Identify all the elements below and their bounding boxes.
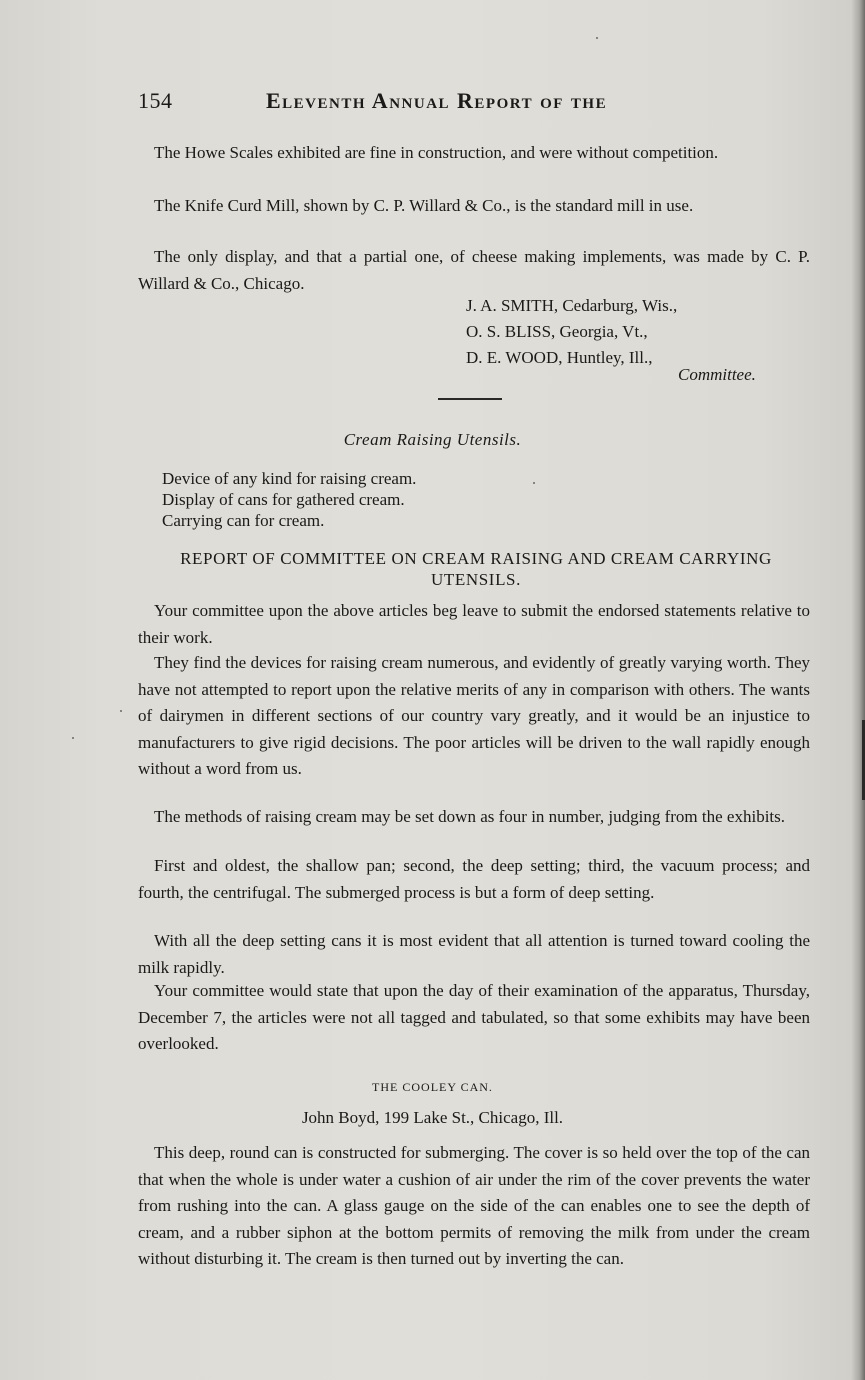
- page-number: 154: [138, 88, 173, 113]
- report-paragraph: First and oldest, the shallow pan; second, the deep setting; third, the vacuum process; and fourth, the centrifugal. The submerged process is but a form of deep setting.: [138, 856, 810, 902]
- report-heading: REPORT OF COMMITTEE ON CREAM RAISING AND CREAM CARRYING UTENSILS.: [180, 549, 772, 589]
- cooley-can-address: John Boyd, 199 Lake St., Chicago, Ill.: [301, 1108, 564, 1127]
- report-paragraph: They find the devices for raising cream numerous, and evidently of greatly varying worth. They have not attempted to report upon the relative merits of any in comparison with others. The wants of dairymen in different sections of our country vary greatly, and it would be an injustice to manufacturers to give rigid decisions. The poor articles will be driven to the wall rapidly enough without a word from us.: [138, 653, 810, 778]
- list-item: Display of cans for gathered cream.: [162, 490, 405, 509]
- section-title: Cream Raising Utensils.: [343, 430, 522, 449]
- report-paragraph: Your committee upon the above articles beg leave to submit the endorsed statements relative to their work.: [138, 601, 810, 647]
- report-paragraph: With all the deep setting cans it is most evident that all attention is turned toward cooling the milk rapidly.: [138, 931, 810, 977]
- exhibit-category-list: [162, 468, 416, 531]
- committee-label: Committee.: [678, 365, 756, 384]
- signatory-bliss: O. S. BLISS, Georgia, Vt.,: [466, 322, 648, 341]
- intro-paragraph-knife-curd-mill: The Knife Curd Mill, shown by C. P. Willard & Co., is the standard mill in use.: [154, 196, 694, 215]
- signatory-smith: J. A. SMITH, Cedarburg, Wis.,: [466, 296, 678, 315]
- report-paragraph: Your committee would state that upon the day of their examination of the apparatus, Thursday, December 7, the articles were not all tagged and tabulated, so that some exhibits may have been overlooked.: [138, 981, 810, 1053]
- page-edge-shadow: [851, 0, 865, 1380]
- cooley-can-heading: THE COOLEY CAN.: [372, 1080, 493, 1094]
- intro-paragraph-cheese-implements: The only display, and that a partial one, of cheese making implements, was made by C. P. Willard & Co., Chicago.: [138, 247, 810, 293]
- paper-speck: [533, 482, 535, 484]
- paper-speck: [72, 737, 74, 739]
- page-header: [138, 88, 678, 116]
- signatory-wood: D. E. WOOD, Huntley, Ill.,: [466, 348, 653, 367]
- running-title: Eleventh Annual Report of the: [266, 88, 608, 113]
- paper-speck: [596, 37, 598, 39]
- section-divider: [438, 398, 502, 400]
- intro-paragraph-howe-scales: The Howe Scales exhibited are fine in construction, and were without competition.: [154, 143, 719, 162]
- report-paragraph: The methods of raising cream may be set down as four in number, judging from the exhibits.: [154, 807, 786, 826]
- cooley-can-description: This deep, round can is constructed for submerging. The cover is so held over the top of the can that when the whole is under water a cushion of air under the rim of the cover prevents the water from rushing into the can. A glass gauge on the side of the can enables one to see the depth of cream, and a rubber siphon at the bottom permits of removing the milk from under the cream without disturbing it. The cream is then turned out by inverting the can.: [138, 1143, 810, 1268]
- paper-speck: [120, 710, 122, 712]
- list-item: Carrying can for cream.: [162, 511, 325, 530]
- list-item: Device of any kind for raising cream.: [162, 469, 417, 488]
